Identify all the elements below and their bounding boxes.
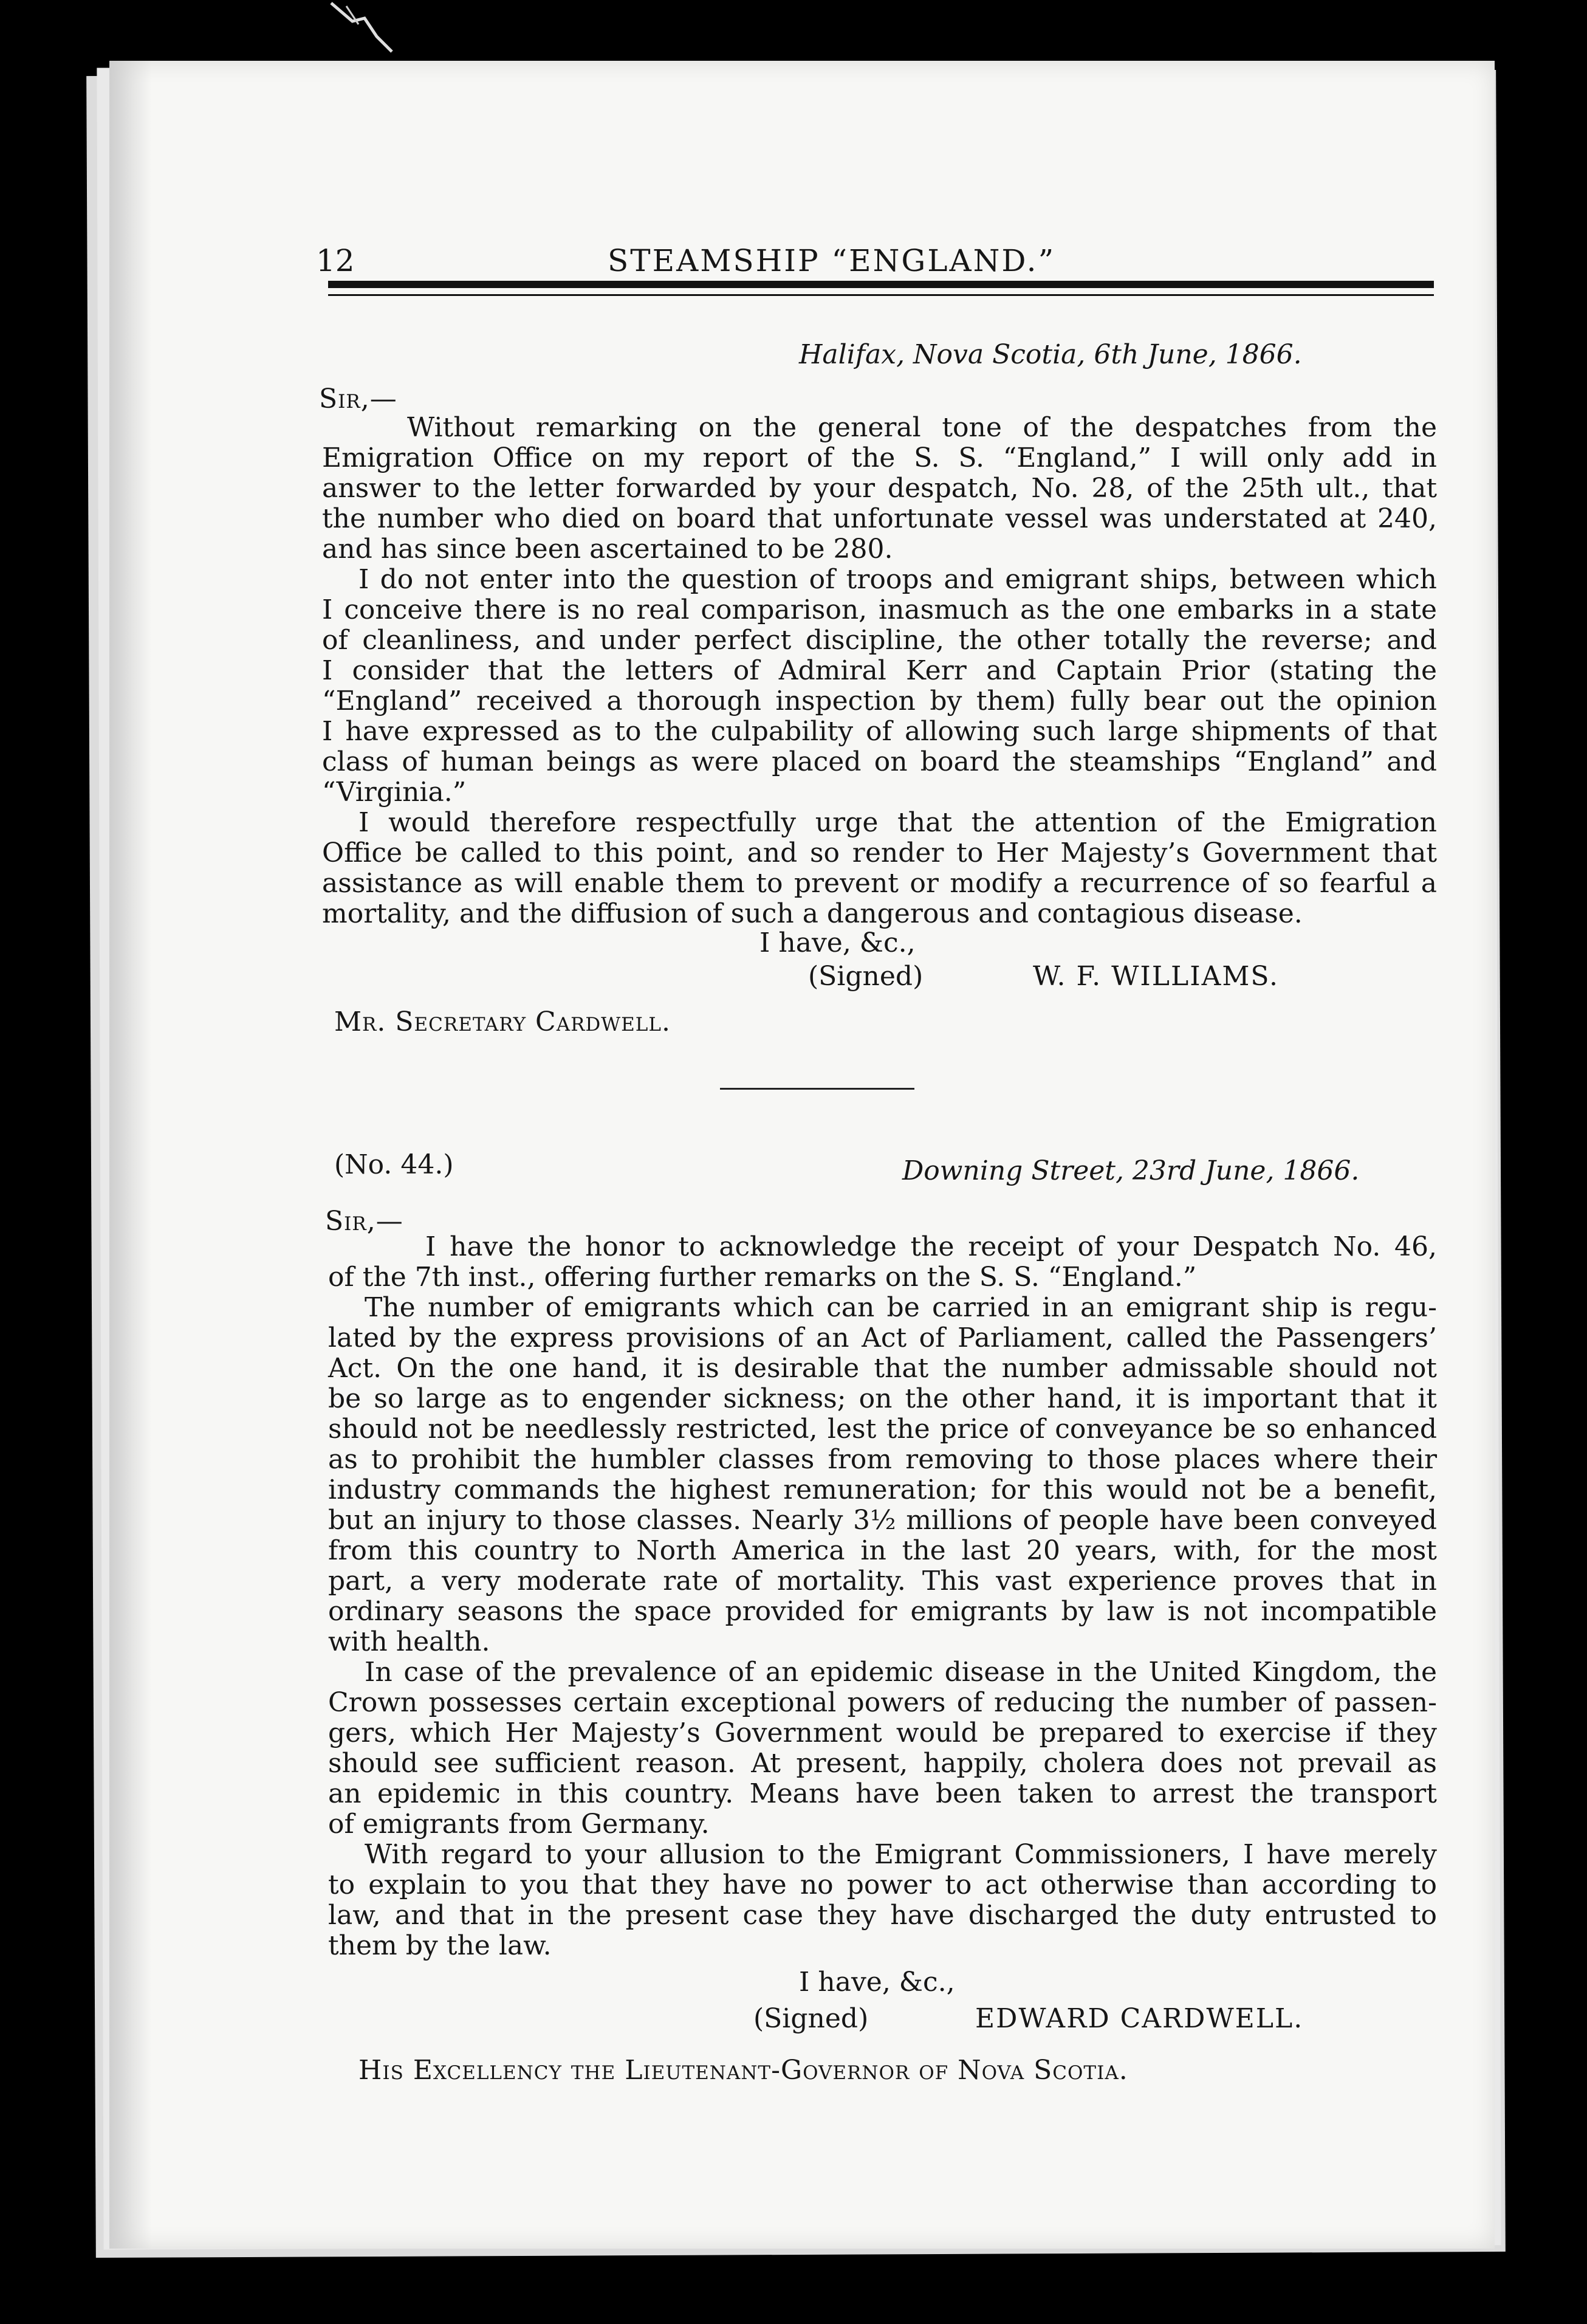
letter1-line: I have expressed as to the culpability of allowing such large shipments of that (322, 716, 1437, 747)
letter1-line: I do not enter into the question of troops and emigrant ships, between which (358, 564, 1437, 595)
letter2-line: With regard to your allusion to the Emigrant Commissioners, I have merely (365, 1839, 1437, 1870)
document-page (109, 61, 1495, 2249)
letter1-signed: (Signed) (808, 961, 924, 992)
letter1-line: I consider that the letters of Admiral Kerr and Captain Prior (stating the (322, 655, 1437, 686)
letter2-line: In case of the prevalence of an epidemic disease in the United Kingdom, the (365, 1657, 1437, 1688)
scan-mark-icon (328, 0, 395, 55)
letter2-line: from this country to North America in the last 20 years, with, for the most (328, 1535, 1437, 1566)
letter2-signature: EDWARD CARDWELL. (975, 2003, 1304, 2034)
letter2-line: industry commands the highest remuneration; for this would not be a benefit, (328, 1474, 1437, 1505)
letter1-signature: W. F. WILLIAMS. (1033, 961, 1279, 992)
header-rule-thick (328, 281, 1434, 288)
letter2-line: part, a very moderate rate of mortality. This vast experience proves that in (328, 1566, 1437, 1597)
letter1-line: I conceive there is no real comparison, inasmuch as the one embarks in a state (322, 594, 1437, 625)
letter2-line: an epidemic in this country. Means have been taken to arrest the transport (328, 1778, 1437, 1809)
section-divider (720, 1088, 914, 1090)
running-title: STEAMSHIP “ENGLAND.” (608, 243, 1056, 278)
letter2-line: to explain to you that they have no power to act otherwise than according to (328, 1869, 1437, 1900)
page-shadow (109, 61, 152, 2249)
letter2-line: I have the honor to acknowledge the receipt of your Despatch No. 46, (425, 1231, 1437, 1262)
letter2-line: Crown possesses certain exceptional powers of reducing the number of passen- (328, 1687, 1437, 1718)
letter2-number: (No. 44.) (334, 1149, 454, 1180)
letter1-line: Without remarking on the general tone of the despatches from the (407, 412, 1437, 443)
letter2-salutation: Sir,— (325, 1206, 403, 1237)
letter1-salutation: Sir,— (319, 383, 397, 414)
letter2-line: of emigrants from Germany. (328, 1809, 710, 1840)
letter2-line: them by the law. (328, 1930, 552, 1961)
letter2-line: with health. (328, 1626, 490, 1657)
letter1-line: of cleanliness, and under perfect discipline, the other totally the reverse; and (322, 625, 1437, 656)
letter2-line: law, and that in the present case they have discharged the duty entrusted to (328, 1900, 1437, 1931)
letter2-closing: I have, &c., (799, 1967, 955, 1998)
letter2-line: should see sufficient reason. At present, happily, cholera does not prevail as (328, 1748, 1437, 1779)
letter1-line: Emigration Office on my report of the S. S. “England,” I will only add in (322, 442, 1437, 473)
letter2-line: of the 7th inst., offering further remarks on the S. S. “England.” (328, 1262, 1197, 1293)
letter2-line: be so large as to engender sickness; on the other hand, it is important that it (328, 1383, 1437, 1414)
page-number: 12 (316, 243, 355, 278)
letter2-line: Act. On the one hand, it is desirable that the number admissable should not (328, 1353, 1437, 1384)
letter2-place-date: Downing Street, 23rd June, 1866. (902, 1155, 1360, 1186)
letter1-line: the number who died on board that unfortunate vessel was understated at 240, (322, 503, 1437, 534)
letter2-addressee: His Excellency the Lieutenant-Governor of Nova Scotia. (358, 2055, 1128, 2086)
letter1-line: class of human beings as were placed on board the steamships “England” and (322, 746, 1437, 777)
letter2-line: lated by the express provisions of an Act of Parliament, called the Passengers’ (328, 1322, 1437, 1353)
letter2-line: as to prohibit the humbler classes from removing to those places where their (328, 1444, 1437, 1475)
letter1-line: Office be called to this point, and so render to Her Majesty’s Government that (322, 837, 1437, 868)
letter1-line: “Virginia.” (322, 777, 467, 808)
letter1-place-date: Halifax, Nova Scotia, 6th June, 1866. (799, 339, 1302, 370)
letter1-line: “England” received a thorough inspection by them) fully bear out the opinion (322, 686, 1437, 717)
letter2-line: gers, which Her Majesty’s Government would be prepared to exercise if they (328, 1717, 1437, 1748)
letter1-line: assistance as will enable them to prevent or modify a recurrence of so fearful a (322, 868, 1437, 899)
letter1-addressee: Mr. Secretary Cardwell. (334, 1006, 671, 1037)
letter2-line: ordinary seasons the space provided for emigrants by law is not incompatible (328, 1596, 1437, 1627)
letter2-line: The number of emigrants which can be carried in an emigrant ship is regu- (365, 1292, 1437, 1323)
letter2-line: but an injury to those classes. Nearly 3½ millions of people have been conveyed (328, 1505, 1437, 1536)
letter1-line: I would therefore respectfully urge that the attention of the Emigration (358, 807, 1437, 838)
letter1-line: mortality, and the diffusion of such a dangerous and contagious disease. (322, 898, 1303, 929)
letter2-signed: (Signed) (753, 2003, 869, 2034)
header-rule-thin (328, 294, 1434, 296)
letter1-line: and has since been ascertained to be 280. (322, 534, 893, 565)
letter1-line: answer to the letter forwarded by your despatch, No. 28, of the 25th ult., that (322, 473, 1437, 504)
letter2-line: should not be needlessly restricted, lest the price of conveyance be so enhanced (328, 1414, 1437, 1445)
letter1-closing: I have, &c., (759, 927, 916, 958)
